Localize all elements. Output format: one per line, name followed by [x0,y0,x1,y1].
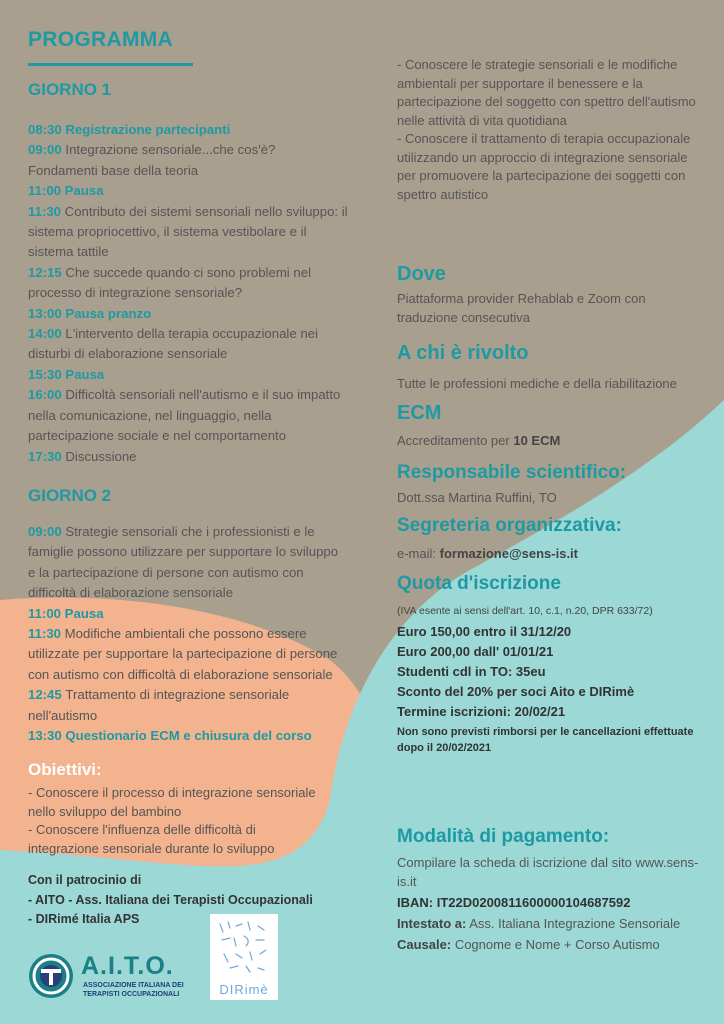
responsabile-title: Responsabile scientifico: [397,462,627,483]
schedule-time: 13:00 [28,305,66,321]
schedule-text: Registrazione partecipanti [65,122,231,137]
segreteria-text: e-mail: formazione@sens-is.it [397,546,578,561]
schedule-time: 17:30 [28,448,66,464]
schedule-item [28,447,348,467]
schedule-text: Questionario ECM e chiusura del corso [65,728,312,744]
page-title: PROGRAMMA [28,28,174,51]
schedule-item [28,202,348,263]
quota-line: Studenti cdl in TO: 35eu [397,664,546,679]
schedule-time: 11:00 [28,183,65,199]
quota-line: Euro 150,00 entro il 31/12/20 [397,624,572,639]
quota-line: Termine iscrizioni: 20/02/21 [397,704,566,719]
day2-title: GIORNO 2 [28,486,112,505]
patrocinio-item: - DIRimé Italia APS [28,912,140,926]
dirime-name: DIRimè [219,982,269,997]
dove-title: Dove [397,263,446,285]
day1-title: GIORNO 1 [28,80,112,99]
schedule-text: Pausa [65,366,105,382]
schedule-time: 08:30 [28,122,66,137]
schedule-time: 14:00 [28,326,66,342]
schedule-item [28,140,348,181]
dirime-logo [210,914,278,1000]
schedule-text: Contributo dei sistemi sensoriali nello sviluppo: il sistema propriocettivo, il sistema vestibolare e il sistema tattile [28,203,348,260]
schedule-time: 15:30 [28,366,66,382]
schedule-item [28,120,348,140]
aito-subtitle: ASSOCIAZIONE ITALIANA DEI TERAPISTI OCCUPAZIONALI [83,982,184,998]
schedule-text: Integrazione sensoriale...che cos'è? Fondamenti base della teoria [28,142,276,178]
quota-line: Sconto del 20% per soci Aito e DIRimè [397,684,635,699]
schedule-text: Pausa [64,183,104,199]
schedule-item [28,365,348,385]
dirime-scribble-icon [210,914,278,984]
schedule-item [28,726,348,746]
obiettivi-right: - Conoscere le strategie sensoriali e le modifiche ambientali per supportare il benessere e la partecipazione del soggetto con spettro dell'autismo nelle attività di vita quotidiana - Conoscere il trattamento di terapia occupazionale utilizzando un approccio di integrazione sensoriale per promuovere la partecipazione dei soggetti con spettro autistico [397,57,696,202]
rivolto-text: Tutte le professioni mediche e della riabilitazione [397,376,677,391]
quota-line: Euro 200,00 dall' 01/01/21 [397,644,554,659]
schedule-text: Trattamento di integrazione sensoriale nell'autismo [28,687,290,723]
schedule-text: Pausa pranzo [65,305,152,321]
schedule-text: Che succede quando ci sono problemi nel processo di integrazione sensoriale? [28,264,311,301]
quota-refund: Non sono previsti rimborsi per le cancellazioni effettuate dopo il 20/02/2021 [397,726,694,754]
schedule-item [28,304,348,324]
schedule-text: Pausa [64,605,104,621]
schedule-time: 16:00 [28,387,66,403]
schedule-item [28,263,348,304]
dove-text: Piattaforma provider Rehablab e Zoom con traduzione consecutiva [397,291,646,325]
schedule-time: 09:00 [28,524,66,539]
patrocinio-title: Con il patrocinio di [28,873,142,887]
ecm-title: ECM [397,402,442,424]
quota-title: Quota d'iscrizione [397,573,561,594]
schedule-item [28,181,348,201]
patrocinio [28,871,368,930]
aito-logo [27,952,192,1002]
causale: Causale: Cognome e Nome + Corso Autismo [397,937,660,952]
schedule-item [28,685,348,726]
schedule-text: L'intervento della terapia occupazionale nei disturbi di elaborazione sensoriale [28,326,318,362]
schedule-time: 12:45 [28,687,66,703]
schedule-text: Strategie sensoriali che i professionisti e le famiglie possono utilizzare per supportare lo sviluppo e la partecipazione di persone con autismo con difficoltà di elaborazione sensoriale [28,524,339,601]
schedule-text: Difficoltà sensoriali nell'autismo e il suo impatto nella comunicazione, nel linguaggio, nella partecipazione sociale e nel comportamento [28,387,341,444]
obiettivi-left: - Conoscere il processo di integrazione sensoriale nello sviluppo del bambino - Conoscere l'influenza delle difficoltà di integrazione sensoriale durante lo sviluppo [28,785,316,856]
pagamento-title: Modalità di pagamento: [397,826,610,847]
schedule-time: 11:30 [28,203,65,219]
title-underline [28,63,193,66]
schedule-text: Modifiche ambientali che possono essere utilizzate per supportare la partecipazione di persone con autismo con difficoltà di elaborazione sensoriale [28,626,338,682]
day2-schedule [28,522,348,746]
schedule-item [28,385,348,446]
schedule-time: 13:30 [28,728,66,744]
obiettivi-title: Obiettivi: [28,760,102,779]
schedule-item [28,324,348,365]
rivolto-title: A chi è rivolto [397,342,529,364]
patrocinio-item: - AITO - Ass. Italiana dei Terapisti Occupazionali [28,892,313,907]
schedule-item [28,604,348,624]
schedule-time: 11:00 [28,605,65,621]
segreteria-title: Segreteria organizzativa: [397,515,622,536]
aito-emblem-icon [27,952,75,1000]
schedule-time: 12:15 [28,264,66,280]
day1-schedule [28,120,348,467]
quota-lines [397,622,717,722]
responsabile-text: Dott.ssa Martina Ruffini, TO [397,490,557,505]
aito-name: A.I.T.O. [81,952,174,980]
schedule-time: 09:00 [28,142,66,158]
iban: IBAN: IT22D0200811600000104687592 [397,895,631,910]
intestato: Intestato a: Ass. Italiana Integrazione Sensoriale [397,916,681,931]
schedule-item [28,522,348,604]
quota-note: (IVA esente ai sensi dell'art. 10, c.1, n.20, DPR 633/72) [397,605,653,617]
pagamento-text: Compilare la scheda di iscrizione dal sito www.sens-is.it [397,855,699,889]
email-link[interactable]: formazione@sens-is.it [439,546,578,561]
schedule-text: Discussione [65,448,137,464]
schedule-time: 11:30 [28,626,65,642]
ecm-text: Accreditamento per 10 ECM [397,433,561,448]
schedule-item [28,624,348,685]
